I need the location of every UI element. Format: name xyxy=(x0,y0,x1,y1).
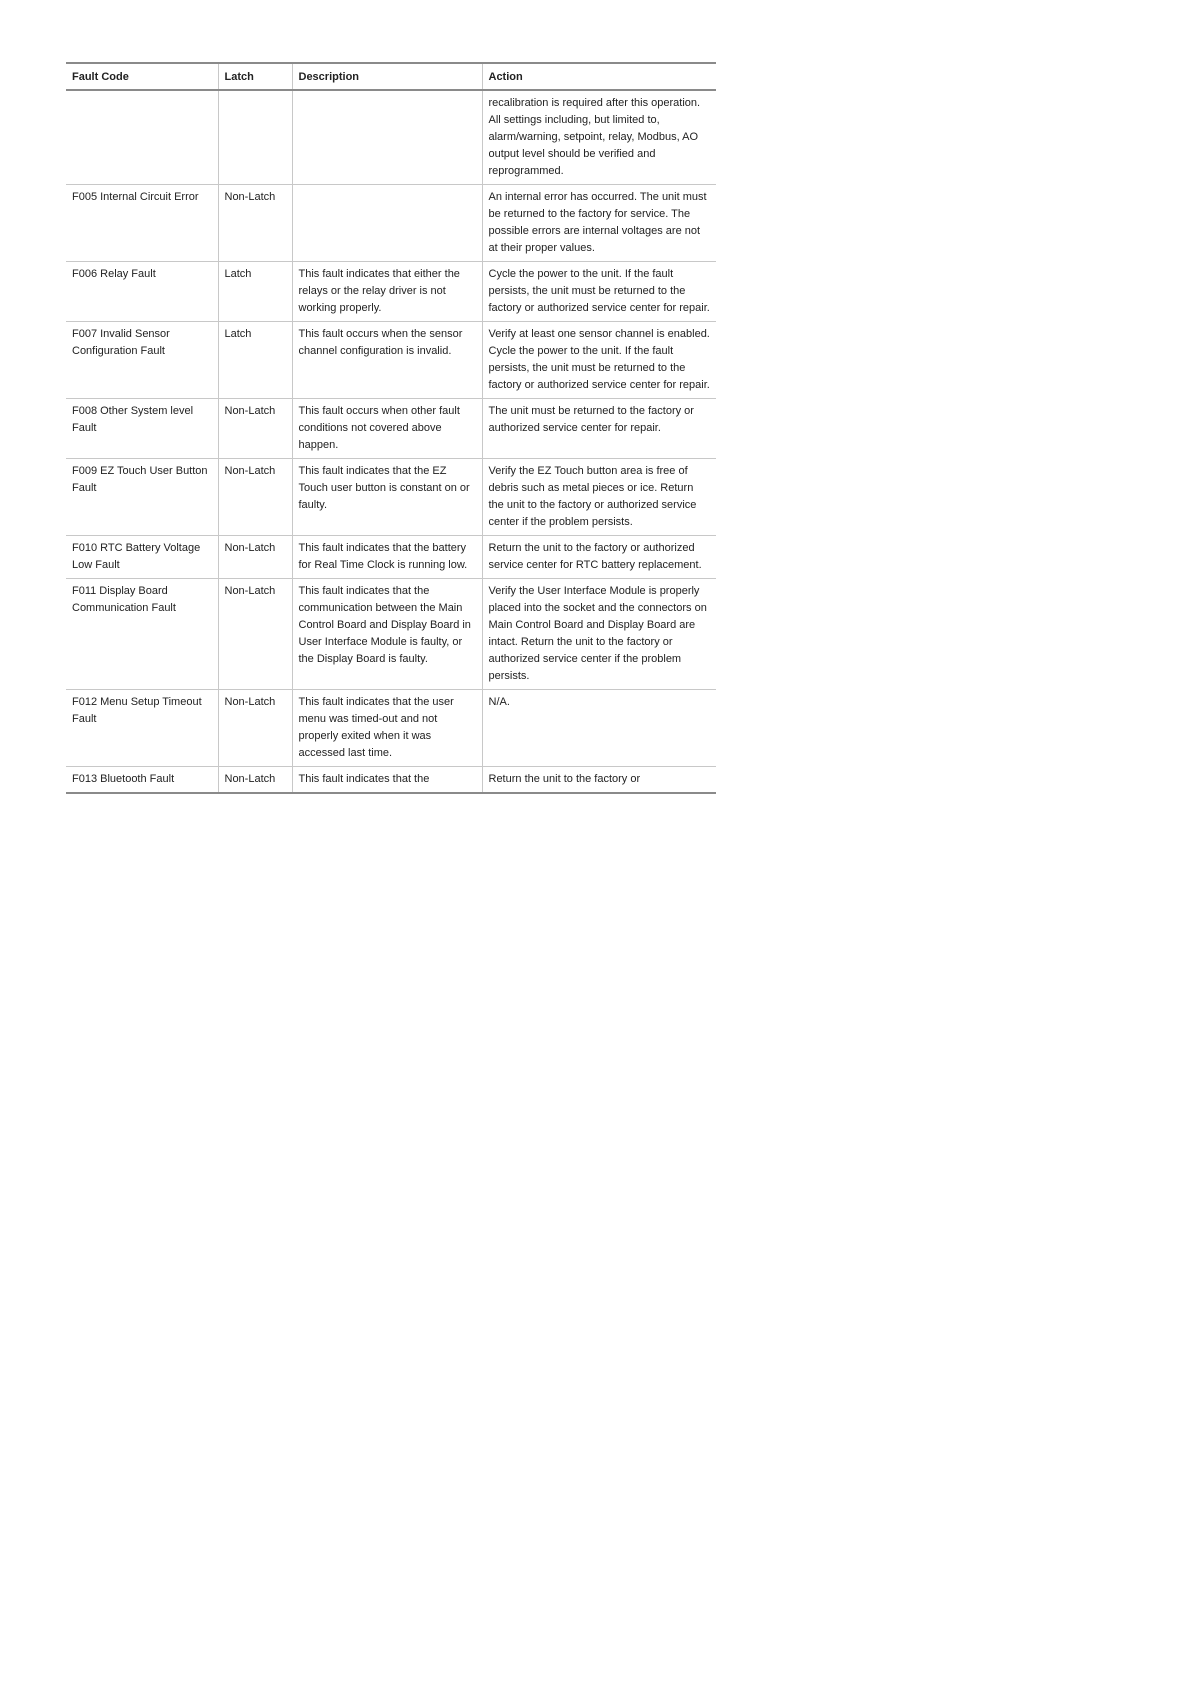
latch-cell: Latch xyxy=(218,262,292,322)
fault-code-cell: F005 Internal Circuit Error xyxy=(66,185,218,262)
action-cell: recalibration is required after this operation. All settings including, but limited to, alarm/warning, setpoint, relay, Modbus, AO output level should be verified and reprogrammed. xyxy=(482,90,716,185)
fault-code-cell: F006 Relay Fault xyxy=(66,262,218,322)
table-row xyxy=(66,536,716,579)
action-cell: Verify the EZ Touch button area is free of debris such as metal pieces or ice. Return the unit to the factory or authorized service center if the problem persists. xyxy=(482,459,716,536)
description-cell: This fault indicates that the communication between the Main Control Board and Display Board in User Interface Module is faulty, or the Display Board is faulty. xyxy=(292,579,482,690)
table-row xyxy=(66,459,716,536)
latch-cell: Latch xyxy=(218,322,292,399)
latch-cell: Non-Latch xyxy=(218,459,292,536)
header-fault-code: Fault Code xyxy=(66,63,218,90)
description-cell: This fault occurs when other fault conditions not covered above happen. xyxy=(292,399,482,459)
table-row xyxy=(66,262,716,322)
action-cell: The unit must be returned to the factory or authorized service center for repair. xyxy=(482,399,716,459)
action-cell: N/A. xyxy=(482,690,716,767)
description-cell: This fault indicates that the battery for Real Time Clock is running low. xyxy=(292,536,482,579)
fault-code-cell: F010 RTC Battery Voltage Low Fault xyxy=(66,536,218,579)
table-row xyxy=(66,579,716,690)
header-latch: Latch xyxy=(218,63,292,90)
latch-cell xyxy=(218,90,292,185)
latch-cell: Non-Latch xyxy=(218,579,292,690)
table-row xyxy=(66,185,716,262)
table-row xyxy=(66,767,716,794)
action-cell: Verify the User Interface Module is properly placed into the socket and the connectors on Main Control Board and Display Board are intact. Return the unit to the factory or authorized service center if the problem persists. xyxy=(482,579,716,690)
action-cell: Return the unit to the factory or authorized service center for RTC battery replacement. xyxy=(482,536,716,579)
action-cell: Cycle the power to the unit. If the fault persists, the unit must be returned to the factory or authorized service center for repair. xyxy=(482,262,716,322)
header-action: Action xyxy=(482,63,716,90)
latch-cell: Non-Latch xyxy=(218,690,292,767)
fault-code-cell: F012 Menu Setup Timeout Fault xyxy=(66,690,218,767)
fault-code-cell xyxy=(66,90,218,185)
document-page xyxy=(66,62,716,794)
description-cell: This fault indicates that the EZ Touch user button is constant on or faulty. xyxy=(292,459,482,536)
fault-code-cell: F008 Other System level Fault xyxy=(66,399,218,459)
header-description: Description xyxy=(292,63,482,90)
latch-cell: Non-Latch xyxy=(218,767,292,794)
description-cell: This fault indicates that the user menu was timed-out and not properly exited when it was accessed last time. xyxy=(292,690,482,767)
fault-code-cell: F011 Display Board Communication Fault xyxy=(66,579,218,690)
description-cell: This fault indicates that either the relays or the relay driver is not working properly. xyxy=(292,262,482,322)
table-header-row xyxy=(66,63,716,90)
latch-cell: Non-Latch xyxy=(218,399,292,459)
action-cell: Return the unit to the factory or xyxy=(482,767,716,794)
fault-code-cell: F013 Bluetooth Fault xyxy=(66,767,218,794)
description-cell: This fault occurs when the sensor channel configuration is invalid. xyxy=(292,322,482,399)
table-row xyxy=(66,90,716,185)
fault-code-cell: F007 Invalid Sensor Configuration Fault xyxy=(66,322,218,399)
latch-cell: Non-Latch xyxy=(218,185,292,262)
action-cell: Verify at least one sensor channel is enabled. Cycle the power to the unit. If the fault persists, the unit must be returned to the factory or authorized service center for repair. xyxy=(482,322,716,399)
table-row xyxy=(66,322,716,399)
table-row xyxy=(66,690,716,767)
table-row xyxy=(66,399,716,459)
latch-cell: Non-Latch xyxy=(218,536,292,579)
fault-code-table xyxy=(66,62,716,794)
description-cell xyxy=(292,185,482,262)
description-cell: This fault indicates that the xyxy=(292,767,482,794)
description-cell xyxy=(292,90,482,185)
action-cell: An internal error has occurred. The unit must be returned to the factory for service. The possible errors are internal voltages are not at their proper values. xyxy=(482,185,716,262)
fault-code-cell: F009 EZ Touch User Button Fault xyxy=(66,459,218,536)
